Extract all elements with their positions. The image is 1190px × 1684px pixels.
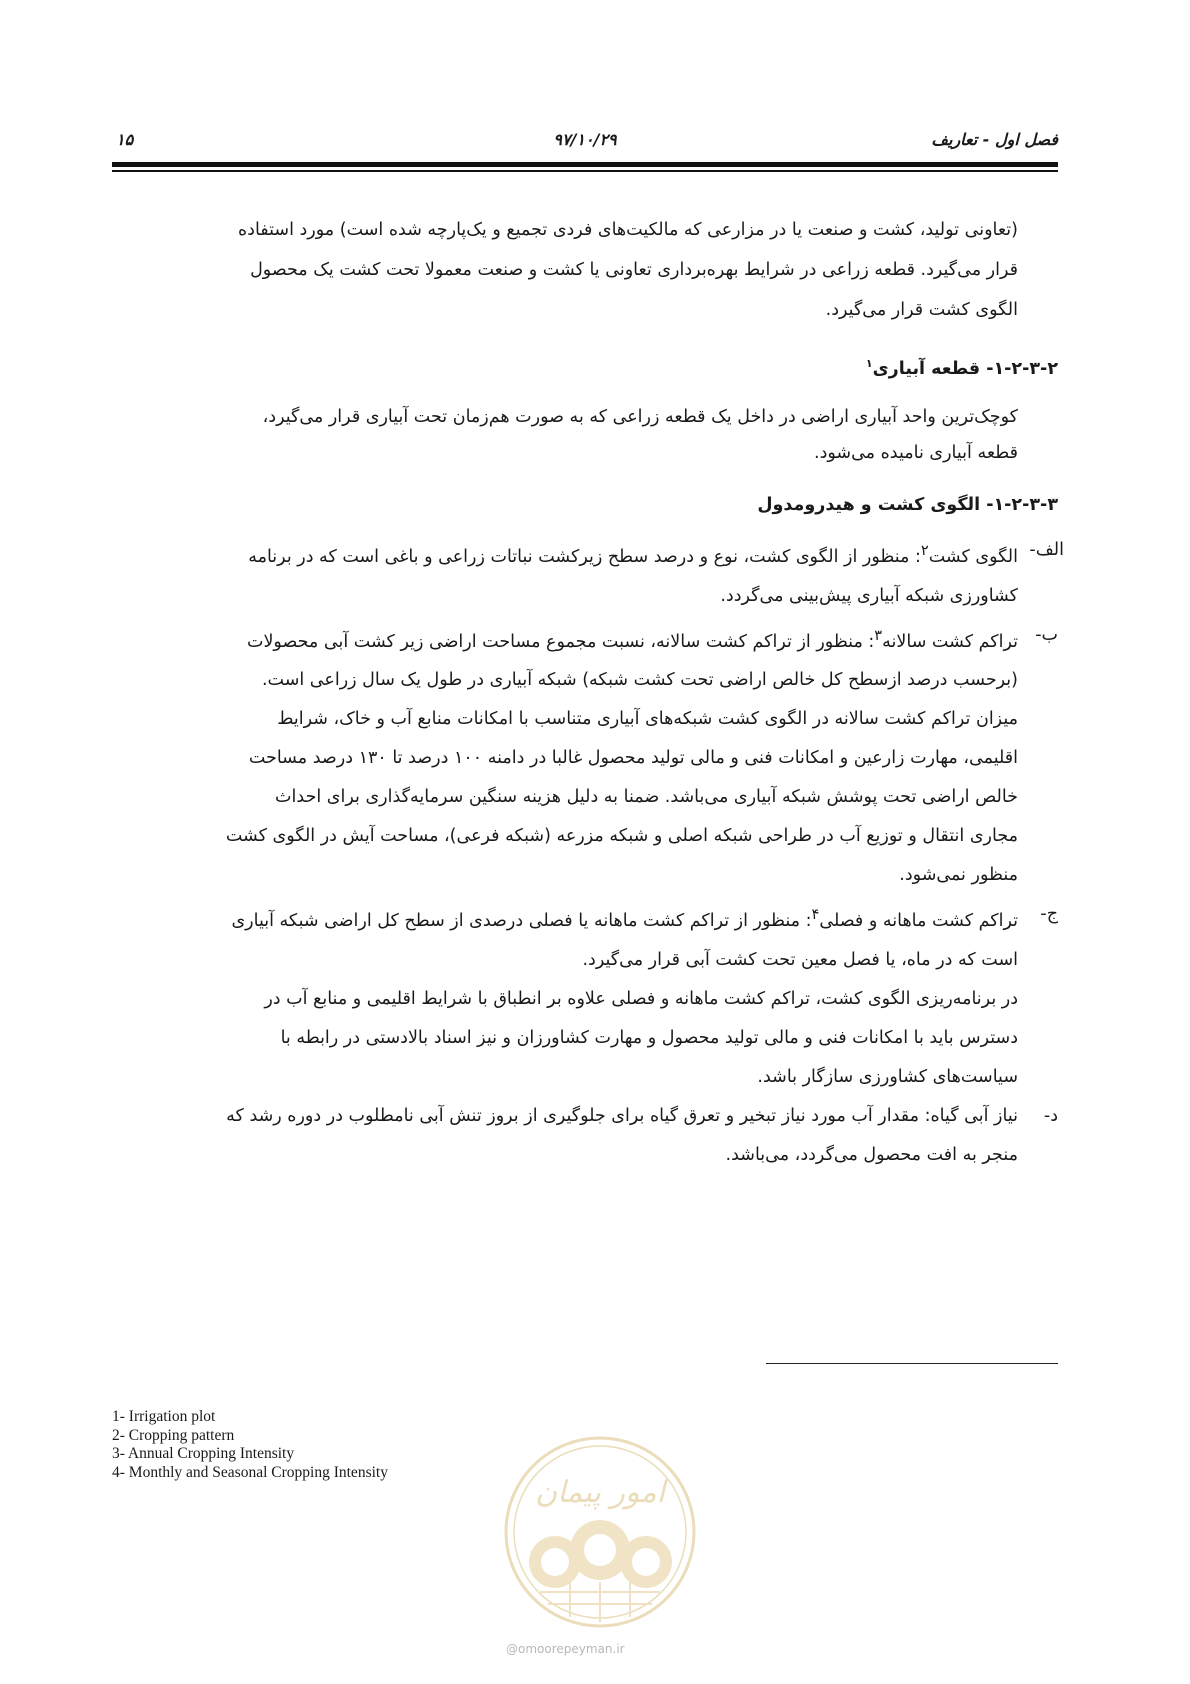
text-line: (برحسب درصد ازسطح کل خالص اراضی تحت کشت شبکه) شبکه آبیاری در طول یک سال زراعی است. xyxy=(261,670,1018,691)
text-line xyxy=(112,895,1018,941)
list-marker: الف- xyxy=(1029,539,1064,560)
footnote: 2- Cropping pattern xyxy=(112,1426,235,1444)
footnote: 3- Annual Cropping Intensity xyxy=(112,1445,295,1462)
text-line: است که در ماه، یا فصل معین تحت کشت آبی قرار می‌گیرد. xyxy=(582,950,1018,971)
text-line: میزان تراکم کشت سالانه در الگوی کشت شبکه‌های آبیاری متناسب با امکانات منابع آب و خاک، شرایط xyxy=(277,709,1018,730)
header-rule-thin xyxy=(112,170,1058,172)
text-line: منظور نمی‌شود. xyxy=(899,865,1018,886)
term: تراکم کشت سالانه xyxy=(882,631,1018,652)
list-item-be xyxy=(112,616,1058,896)
list-item-alef xyxy=(112,531,1064,616)
list-item-jim xyxy=(112,895,1058,980)
footnote-ref: ۱ xyxy=(865,357,873,370)
text-line: کوچک‌ترین واحد آبیاری اراضی در داخل یک قطعه زراعی که به صورت هم‌زمان تحت آبیاری قرار می‌گیرد، xyxy=(262,406,1018,427)
text-line: اقلیمی، مهارت زارعین و امکانات فنی و مالی تولید محصول غالبا در دامنه ۱۰۰ درصد تا ۱۳۰ درصد مساحت xyxy=(248,748,1018,769)
text-line: نیاز آبی گیاه: مقدار آب مورد نیاز تبخیر و تعرق گیاه برای جلوگیری از بروز تنش آبی نامطلوب در دوره رشد که xyxy=(226,1106,1018,1127)
term: تراکم کشت ماهانه و فصلی xyxy=(819,911,1018,932)
text-line: مجاری انتقال و توزیع آب در طراحی شبکه اصلی و شبکه مزرعه (شبکه فرعی)، مساحت آیش در الگوی کشت xyxy=(225,826,1018,847)
heading-text: ۱-۲-۳-۳- الگوی کشت و هیدرومدول xyxy=(757,494,1058,515)
list-marker: ب- xyxy=(1035,624,1058,645)
footnote-ref: ۳ xyxy=(874,626,883,644)
text-line: دسترس باید با امکانات فنی و مالی تولید محصول و مهارت کشاورزان و نیز اسناد بالادستی در رابطه با xyxy=(280,1028,1018,1049)
term: الگوی کشت xyxy=(928,546,1018,567)
text-line xyxy=(112,616,1018,662)
text-line: منجر به افت محصول می‌گردد، می‌باشد. xyxy=(725,1145,1018,1166)
watermark-url: @omoorepeyman.ir xyxy=(506,1642,625,1656)
list-marker: د- xyxy=(1043,1106,1058,1127)
chapter-title: فصل اول - تعاریف xyxy=(931,130,1058,149)
text-line: قطعه آبیاری نامیده می‌شود. xyxy=(814,442,1018,463)
main-text xyxy=(112,210,1064,1175)
text-line: قرار می‌گیرد. قطعه زراعی در شرایط بهره‌برداری تعاونی یا کشت و صنعت معمولا تحت کشت یک محصول xyxy=(250,260,1018,280)
header-rule-thick xyxy=(112,162,1058,167)
text-line: سیاست‌های کشاورزی سازگار باشد. xyxy=(757,1067,1018,1088)
text-line: کشاورزی شبکه آبیاری پیش‌بینی می‌گردد. xyxy=(720,585,1018,606)
list-marker: ج- xyxy=(1040,904,1058,925)
page-number: ۱۵ xyxy=(116,130,134,149)
footnote: 1- Irrigation plot xyxy=(112,1408,216,1425)
definition-text: : منظور از الگوی کشت، نوع و درصد سطح زیرکشت نباتات زراعی و باغی است که در برنامه xyxy=(248,546,921,567)
text-line: در برنامه‌ریزی الگوی کشت، تراکم کشت ماهانه و فصلی علاوه بر انطباق با شرایط اقلیمی و منابع آب در xyxy=(264,989,1018,1010)
text-line: الگوی کشت قرار می‌گیرد. xyxy=(825,300,1018,320)
section-heading-irrigation-plot xyxy=(112,344,1058,389)
footnote-separator xyxy=(766,1363,1058,1364)
text-line xyxy=(112,531,1018,577)
footnote: 4- Monthly and Seasonal Cropping Intensity xyxy=(112,1463,388,1481)
paragraph-irrigation-plot xyxy=(112,399,1058,471)
text-line: (تعاونی تولید، کشت و صنعت یا در مزارعی که مالکیت‌های فردی تجمیع و یک‌پارچه شده است) مورد استفاده xyxy=(238,220,1018,240)
paragraph-continuation xyxy=(112,210,1058,330)
section-heading-cropping-pattern xyxy=(112,485,1058,525)
definition-text: : منظور از تراکم کشت سالانه، نسبت مجموع مساحت اراضی زیر کشت آبی محصولات xyxy=(246,631,875,652)
paragraph-monthly-intensity xyxy=(112,980,1058,1097)
definition-list xyxy=(112,531,1064,1175)
definition-text: : منظور از تراکم کشت ماهانه یا فصلی درصدی از سطح کل اراضی شبکه آبیاری xyxy=(231,911,812,932)
watermark-script: امور پیمان xyxy=(535,1475,665,1510)
footnotes xyxy=(112,1408,388,1482)
footnote-ref: ۴ xyxy=(811,906,820,924)
footnote-ref: ۲ xyxy=(920,541,929,559)
list-item-dal xyxy=(112,1097,1058,1175)
running-header xyxy=(112,130,1058,154)
header-date: ۹۷/۱۰/۲۹ xyxy=(553,130,617,149)
watermark-logo xyxy=(500,1432,700,1632)
text-line: خالص اراضی تحت پوشش شبکه آبیاری می‌باشد. ضمنا به دلیل هزینه سنگین سرمایه‌گذاری برای احداث xyxy=(275,787,1018,808)
heading-text: ۱-۲-۳-۲- قطعه آبیاری xyxy=(872,358,1058,379)
